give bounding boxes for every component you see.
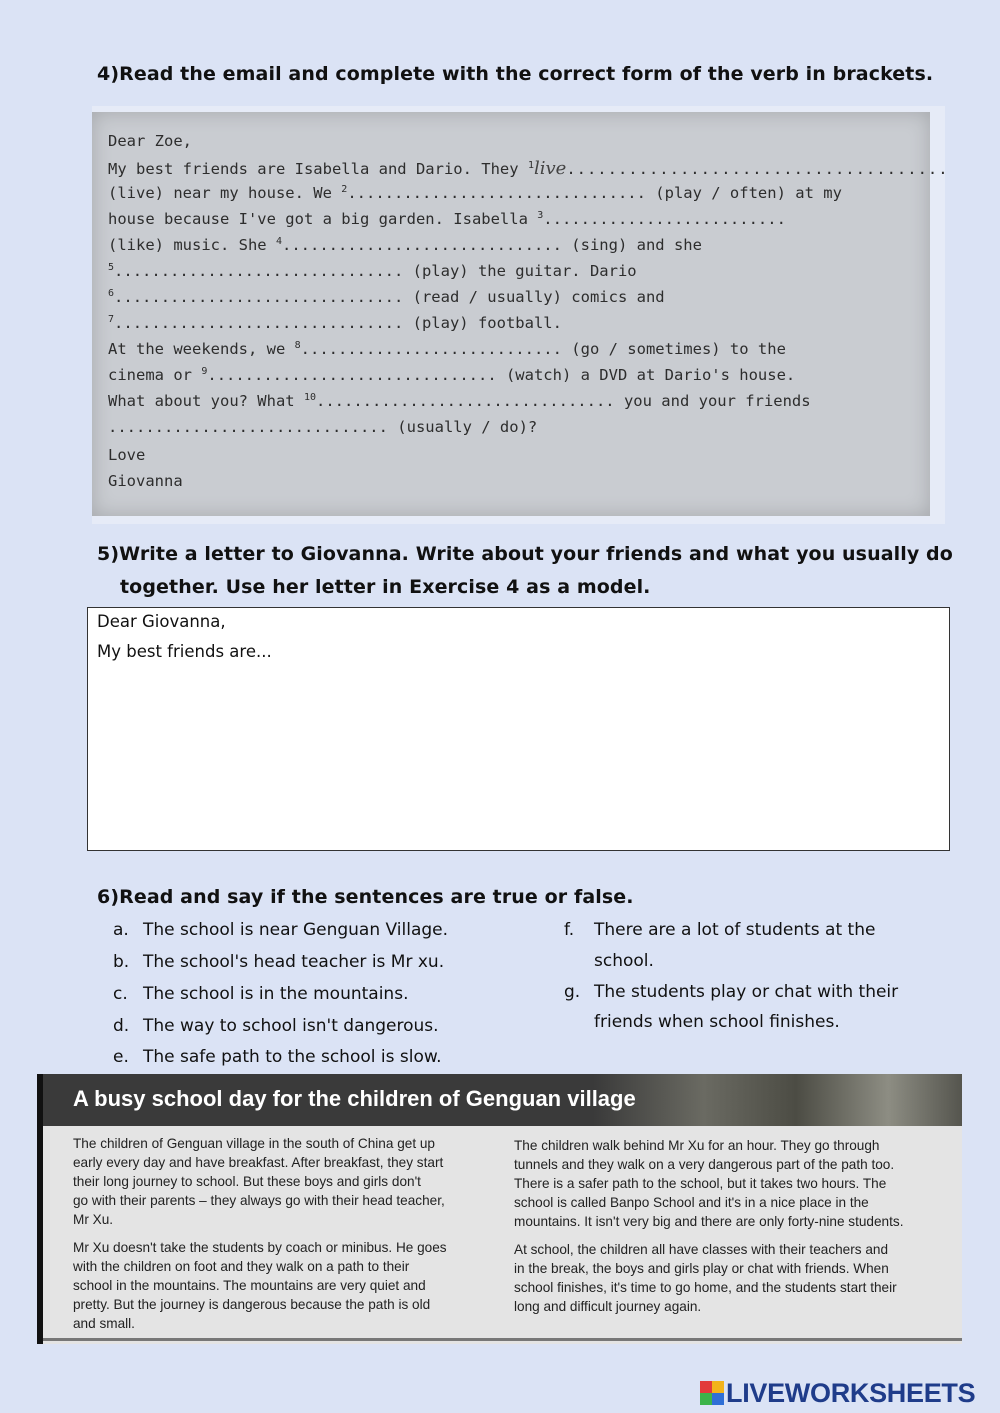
statement-g-cont: friends when school finishes. [594,1012,840,1032]
statement-e: e. The safe path to the school is slow. [113,1047,442,1067]
logo-text: LIVEWORKSHEETS [726,1377,976,1408]
email-line: What about you? What $^{10}$................................ you and your friends [108,392,811,411]
statement-b: b. The school's head teacher is Mr xu. [113,952,445,972]
email-line: At the weekends, we $^8$............................ (go / sometimes) to the [108,340,786,359]
email-line: cinema or $^9$............................... (watch) a DVD at Dario's house. [108,366,796,385]
letter-starter: My best friends are... [97,642,272,661]
email-line: $^5$............................... (play) the guitar. Dario [108,262,637,281]
statement-g: g. The students play or chat with their [564,982,899,1002]
email-panel [92,106,949,524]
logo-square [700,1393,712,1405]
liveworksheets-logo[interactable] [700,1378,975,1408]
logo-square [712,1393,724,1405]
article-border [37,1074,43,1344]
article-photo [593,1074,962,1126]
letter-greeting: Dear Giovanna, [97,612,226,631]
email-line: .............................. (usually / do)? [108,418,538,436]
email-letter [92,112,949,516]
logo-square [700,1381,712,1393]
exercise-6-heading: 6)Read and say if the sentences are true or false. [97,886,634,908]
article-paragraph: The children of Genguan village in the south of China get up early every day and have breakfast. After breakfast, they start their long journey to school. But these boys and girls don't go with their parents – they always go with their head teacher, Mr Xu. [73,1136,445,1227]
exercise-5-heading-cont: together. Use her letter in Exercise 4 as a model. [120,576,651,598]
logo-mark-icon [700,1381,724,1405]
email-line: (like) music. She $^4$.............................. (sing) and she [108,236,702,255]
email-line: Giovanna [108,472,183,490]
email-line: (live) near my house. We $^2$................................ (play / often) at my [108,184,842,203]
email-line: Love [108,446,146,464]
email-line: $^6$............................... (read / usually) comics and [108,288,665,307]
answer-1[interactable]: live [533,158,567,179]
article-rule [43,1338,962,1341]
statement-a: a. The school is near Genguan Village. [113,920,449,940]
statement-c: c. The school is in the mountains. [113,984,409,1004]
article-paragraph: At school, the children all have classes with their teachers and in the break, the boys and girls play or chat with friends. When school finishes, it's time to go home, and the students start their long and difficult journey again. [514,1242,897,1314]
email-line: My best friends are Isabella and Dario. They $^1$live..................................... [108,158,949,179]
email-line: $^7$............................... (play) football. [108,314,562,333]
exercise-4-heading: 4)Read the email and complete with the correct form of the verb in brackets. [97,63,934,85]
email-line: Dear Zoe, [108,132,192,150]
article-paragraph: The children walk behind Mr Xu for an hour. They go through tunnels and they walk on a very dangerous part of the path too. There is a safer path to the school, but it takes two hours. The school is called Banpo School and it's in a nice place in the mountains. It isn't very big and there are only forty-nine students. [514,1138,904,1229]
email-line: house because I've got a big garden. Isabella $^3$.......................... [108,210,786,229]
article-paragraph: Mr Xu doesn't take the students by coach or minibus. He goes with the children on foot and they walk on a path to their school in the mountains. The mountains are very quiet and pretty. But the journey is dangerous because the path is old and small. [73,1240,447,1331]
statement-f: f. There are a lot of students at the [564,920,876,940]
statement-f-cont: school. [594,951,654,971]
exercise-5-heading: 5)Write a letter to Giovanna. Write about your friends and what you usually do [97,543,953,565]
article-title: A busy school day for the children of Genguan village [73,1086,636,1111]
article-panel [37,1074,962,1344]
statement-d: d. The way to school isn't dangerous. [113,1016,439,1036]
letter-writing-box[interactable] [87,607,950,851]
logo-square [712,1381,724,1393]
